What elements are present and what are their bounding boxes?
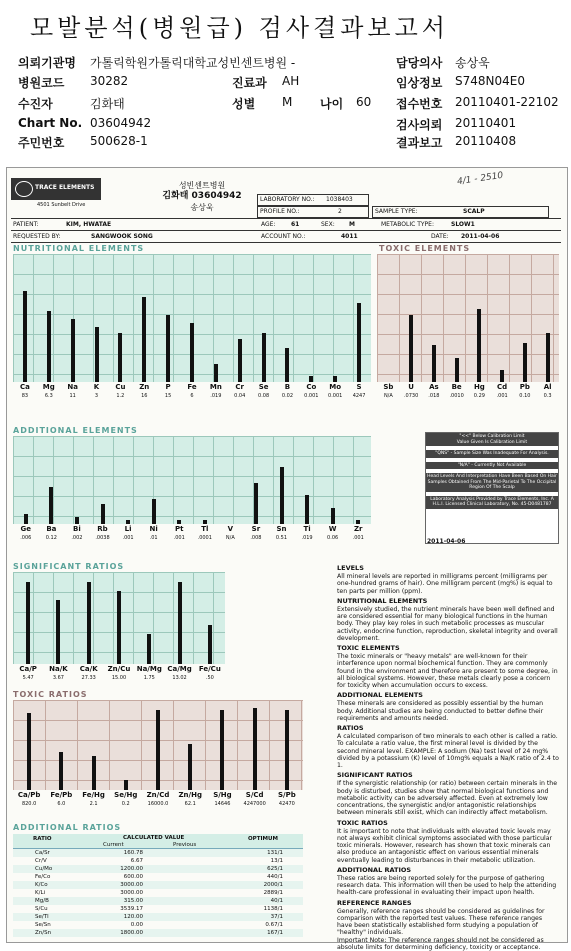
scanned-report: [6, 167, 568, 951]
toxic-ratio-bar: [27, 713, 31, 790]
nutritional-value: 3: [94, 393, 99, 399]
nutritional-value: 0.001: [328, 393, 343, 399]
nutritional-bar: [118, 333, 122, 382]
additional-bar: [24, 514, 28, 524]
toxic-value: 0.29: [473, 393, 485, 399]
additional-axis: [13, 525, 371, 545]
toxic-value: .0010: [449, 393, 464, 399]
significant-ratio-bar: [208, 625, 212, 664]
additional-value: .001: [122, 535, 134, 541]
significant-ratio-label: Na/Mg: [136, 665, 162, 673]
toxic-bar: [500, 370, 504, 382]
nutritional-label: Cu: [115, 383, 126, 391]
nutritional-label: Na: [67, 383, 78, 391]
additional-value: N/A: [225, 535, 235, 541]
lab-logo: TRACE ELEMENTS: [11, 178, 101, 200]
nutritional-label: P: [165, 383, 171, 391]
significant-ratio-value: 1.75: [143, 675, 155, 681]
resident-no-value: 500628-1: [90, 134, 148, 148]
table-row: [13, 929, 303, 937]
table-row: [13, 873, 303, 881]
age-value: 60: [356, 95, 372, 109]
doctor-value: 송상욱: [455, 56, 490, 70]
additional-ratios-title: ADDITIONAL RATIOS: [13, 823, 122, 832]
toxic-ratio-value: 820.0: [21, 801, 37, 807]
toxic-value: .001: [496, 393, 508, 399]
toxic-axis: [377, 383, 559, 403]
additional-value: .0001: [197, 535, 212, 541]
nutritional-value: .019: [210, 393, 222, 399]
globe-icon: [15, 181, 33, 197]
additional-bar: [254, 483, 258, 524]
additional-value: 0.06: [327, 535, 339, 541]
significant-ratio-bar: [117, 591, 121, 664]
toxic-bar: [477, 309, 481, 382]
chart-no-value: 03604942: [90, 116, 152, 130]
additional-value: 0.51: [275, 535, 288, 541]
toxic-bar: [546, 333, 550, 382]
significant-ratio-value: 5.47: [22, 675, 34, 681]
nutritional-label: Fe: [187, 383, 197, 391]
toxic-label: Sb: [383, 383, 394, 391]
age-label: 나이: [320, 97, 344, 111]
table-row: [13, 897, 303, 905]
ratio-value: 600.00: [123, 874, 143, 880]
additional-label: Tl: [201, 525, 209, 533]
additional-bar: [75, 517, 79, 524]
additional-value: .001: [352, 535, 364, 541]
ratio-optimum: 0.67/1: [265, 922, 283, 928]
explanation-text: Important Note: The reference ranges should not be considered as absolute limits for determining deficiency, toxicity or acceptance.: [337, 936, 544, 951]
additional-label: Ba: [46, 525, 57, 533]
significant-ratio-label: Fe/Cu: [198, 665, 221, 673]
toxic-value: 0.10: [519, 393, 531, 399]
table-row: [13, 865, 303, 873]
ratio-value: 160.78: [123, 850, 143, 856]
significant-ratio-value: .50: [205, 675, 214, 681]
additional-title: ADDITIONAL ELEMENTS: [13, 426, 138, 435]
ratio-name: Mg/B: [35, 898, 49, 904]
additional-value: .008: [250, 535, 262, 541]
nutritional-title: NUTRITIONAL ELEMENTS: [13, 244, 145, 253]
toxic-value: .018: [428, 393, 440, 399]
toxic-ratio-bar: [285, 710, 289, 790]
ratio-value: 1800.00: [120, 930, 143, 936]
table-row: [13, 905, 303, 913]
significant-ratio-value: 27.33: [81, 675, 96, 681]
nutritional-label: S: [356, 383, 362, 391]
ratio-value: 3000.00: [120, 890, 143, 896]
request-date-label: 검사의뢰: [396, 118, 443, 132]
toxic-ratio-label: S/Pb: [278, 791, 296, 799]
ratio-optimum: 625/1: [267, 866, 283, 872]
nutritional-value: 11: [69, 393, 76, 399]
ratio-name: K/Co: [35, 882, 48, 888]
nutritional-bar: [214, 364, 218, 382]
nutritional-value: 15: [164, 393, 172, 399]
nutritional-value: 4247: [352, 393, 366, 399]
additional-value: .006: [20, 535, 32, 541]
toxic-bar: [455, 358, 459, 382]
ratio-optimum: 37/1: [270, 914, 283, 920]
institution-label: 의뢰기관명: [18, 56, 76, 70]
lab-address: 4501 Sunbelt Drive: [37, 202, 86, 208]
ratio-optimum: 440/1: [267, 874, 283, 880]
additional-ratios-table: RATIO CALCULATED VALUE Current Previous OPTIMUM Ca/Sr 160.78 131/1 Cr/V 6.67 13/1 Cu/Mo 1200.00 625/1 Fe/Co 600.00 440/1 K/Co 3000.00 2000/1 K/Li 3000.00 2889/1 Mg/B 315.00 40/1 S/Cu 3539.17 1138/1 Se/Tl 120.00 37/1 Se/Sn 0.00 0.67/1 Zn/Sn 1800.00 167/1: [13, 834, 303, 938]
ratio-value: 0.00: [130, 922, 143, 928]
ratio-name: S/Cu: [35, 906, 48, 912]
ratio-value: 3539.17: [120, 906, 143, 912]
toxic-chart: [377, 254, 559, 382]
additional-bar: [177, 520, 181, 524]
explanations-panel: [337, 562, 559, 951]
explanation-heading: REFERENCE RANGES: [337, 898, 412, 907]
toxic-ratio-value: 42470: [278, 801, 295, 807]
ratio-name: Se/Sn: [35, 922, 51, 928]
lab-info-fields: LABORATORY NO.: 1038403 PROFILE NO.: 2 SAMPLE TYPE: SCALP: [257, 194, 557, 242]
nutritional-label: Ca: [19, 383, 30, 391]
nutritional-label: Co: [306, 383, 317, 391]
toxic-ratio-bar: [220, 710, 224, 790]
additional-label: Bi: [73, 525, 81, 533]
explanation-text: These minerals are considered as possibly essential by the human body. Additional studies are being conducted to better define their requirements and amounts needed.: [337, 700, 544, 722]
patient-row: PATIENT: KIM, HWATAE AGE: 61 SEX: M METABOLIC TYPE: SLOW1: [11, 218, 561, 231]
nutritional-label: Mn: [209, 383, 222, 391]
additional-label: Ti: [303, 525, 311, 533]
nutritional-value: 0.02: [281, 393, 294, 399]
significant-ratio-label: Ca/Mg: [167, 665, 192, 673]
ratio-name: Se/Tl: [35, 914, 49, 920]
ratio-optimum: 167/1: [267, 930, 283, 936]
nutritional-bar: [333, 376, 337, 382]
nutritional-label: Cr: [235, 383, 245, 391]
additional-label: Sr: [251, 525, 261, 533]
explanation-heading: ADDITIONAL ELEMENTS: [337, 691, 423, 700]
department-value: AH: [282, 74, 300, 88]
chart-no-label: Chart No.: [18, 116, 83, 130]
nutritional-label: Mo: [329, 383, 342, 391]
ratio-optimum: 2000/1: [263, 882, 283, 888]
nutritional-label: Se: [258, 383, 269, 391]
clinical-info-value: S748N04E0: [455, 74, 525, 88]
ratio-optimum: 13/1: [270, 858, 283, 864]
significant-ratio-bar: [56, 600, 60, 665]
institution-value: 가톨릭학원가톨릭대학교성빈센트병원 -: [90, 56, 296, 70]
toxic-ratio-label: S/Cd: [245, 791, 264, 799]
nutritional-value: 0.001: [304, 393, 319, 399]
toxic-ratio-value: 14646: [214, 801, 231, 807]
toxic-value: 0.3: [543, 393, 552, 399]
explanation-text: Generally, reference ranges should be considered as guidelines for comparison with the reported test values. These reference ranges have been statistically established form studying a population of "healthy" individuals.: [337, 907, 545, 937]
additional-label: V: [227, 525, 234, 533]
nutritional-label: Mg: [42, 383, 55, 391]
additional-bar: [203, 520, 207, 524]
nutritional-bar: [262, 333, 266, 382]
significant-title: SIGNIFICANT RATIOS: [13, 562, 125, 571]
explanation-heading: SIGNIFICANT RATIOS: [337, 771, 413, 780]
nutritional-value: 1.2: [116, 393, 125, 399]
additional-value: .019: [301, 535, 313, 541]
additional-label: Ge: [20, 525, 32, 533]
additional-value: .001: [173, 535, 185, 541]
toxic-ratio-label: Zn/Hg: [178, 791, 202, 799]
toxic-ratio-bar: [92, 756, 96, 790]
resident-no-label: 주민번호: [18, 136, 65, 150]
notes-date: 2011-04-06: [427, 538, 466, 545]
additional-bar: [356, 520, 360, 524]
significant-axis: [13, 665, 225, 685]
table-row: [13, 849, 303, 857]
additional-label: W: [328, 525, 337, 533]
nutritional-bar: [142, 297, 146, 382]
ratio-optimum: 2889/1: [263, 890, 283, 896]
significant-ratio-bar: [26, 582, 30, 664]
toxic-ratio-value: 0.2: [121, 801, 130, 807]
nutritional-bar: [71, 319, 75, 382]
hospital-code-value: 30282: [90, 74, 129, 88]
toxic-ratio-bar: [124, 780, 128, 790]
significant-ratio-label: Ca/P: [19, 665, 37, 673]
toxic-ratio-label: Fe/Hg: [82, 791, 105, 799]
nutritional-value: 0.08: [258, 393, 270, 399]
table-row: [13, 889, 303, 897]
toxic-label: Al: [543, 383, 552, 391]
handwritten-note: 4/1 - 2510: [456, 170, 504, 188]
patient-label: 수진자: [18, 97, 53, 111]
result-date-label: 결과보고: [396, 136, 443, 150]
additional-bar: [49, 487, 53, 524]
ratio-name: K/Li: [35, 890, 46, 896]
explanation-text: If the synergistic relationship (or ratio) between certain minerals in the body is disturbed, studies show that normal biological functions and metabolic activity can be adversely affected. Even at extremely low concentrations, the synergistic and/or antagonistic relationships between minerals still exist, which can indirectly affect metabolism.: [337, 780, 558, 817]
toxic-label: Pb: [519, 383, 530, 391]
explanation-text: Extensively studied, the nutrient minerals have been well defined and are considered essential for many biological functions in the human body. They play key roles in such metabolic processes as muscular activity, endocrine function, reproduction, skeletal integrity and overall development.: [337, 606, 558, 642]
explanation-heading: LEVELS: [337, 564, 364, 572]
significant-ratio-label: Na/K: [49, 665, 68, 673]
significant-ratio-label: Ca/K: [79, 665, 98, 673]
hospital-code-label: 병원코드: [18, 76, 65, 90]
toxic-ratio-label: S/Hg: [213, 791, 232, 799]
toxic-bar: [523, 343, 527, 382]
page-title: 모발분석(병원급) 검사결과보고서: [30, 14, 449, 42]
notes-box: "<<" Below Calibration Limit Value Given Is Calibration Limit "QNS" - Sample Size Was Inadequate For Analysis. "N/A" - Currently Not Available Head Levels And Interpretation Have Been Based On Hair Samples Obtained From The Mid-Parietal To The Occipital Region Of The Scalp Laboratory Analysis Provided by Trace Elements, Inc. A H.L.I. Licensed Clinical Laboratory, No. 45-D0481787: [425, 432, 559, 544]
toxic-ratios-chart: [13, 700, 303, 790]
additional-bar: [152, 499, 156, 524]
nutritional-value: 6.3: [44, 393, 53, 399]
additional-value: .0038: [95, 535, 110, 541]
significant-ratio-value: 13.02: [172, 675, 187, 681]
toxic-ratio-value: 16000.0: [147, 801, 169, 807]
additional-bar: [331, 508, 335, 524]
nutritional-bar: [47, 311, 51, 382]
ratio-name: Ca/Sr: [35, 850, 50, 856]
nutritional-label: K: [93, 383, 100, 391]
significant-ratio-label: Zn/Cu: [107, 665, 131, 673]
toxic-ratio-bar: [59, 752, 63, 790]
additional-bar: [126, 520, 130, 524]
toxic-bar: [432, 345, 436, 382]
toxic-ratio-value: 2.1: [89, 801, 98, 807]
toxic-title: TOXIC ELEMENTS: [379, 244, 471, 253]
toxic-label: Be: [451, 383, 462, 391]
nutritional-label: Zn: [139, 383, 150, 391]
toxic-ratios-title: TOXIC RATIOS: [13, 690, 88, 699]
ratio-name: Fe/Co: [35, 874, 51, 880]
nutritional-axis: [13, 383, 371, 403]
nutritional-value: 16: [141, 393, 148, 399]
toxic-ratio-label: Fe/Pb: [50, 791, 73, 799]
additional-label: Sn: [276, 525, 287, 533]
nutritional-bar: [285, 348, 289, 382]
ratio-optimum: 40/1: [270, 898, 283, 904]
nutritional-bar: [309, 376, 313, 382]
toxic-ratio-value: 62.1: [184, 801, 196, 807]
significant-ratio-bar: [147, 634, 151, 664]
explanation-heading: TOXIC ELEMENTS: [337, 644, 400, 653]
significant-ratio-bar: [87, 582, 91, 664]
explanation-heading: ADDITIONAL RATIOS: [337, 865, 412, 874]
additional-label: Rb: [97, 525, 108, 533]
toxic-ratio-bar: [253, 708, 257, 790]
additional-label: Ni: [149, 525, 158, 533]
sex-label: 성별: [232, 97, 256, 111]
toxic-value: N/A: [383, 393, 393, 399]
toxic-bar: [409, 315, 413, 382]
ratio-value: 120.00: [123, 914, 143, 920]
nutritional-bar: [190, 323, 194, 382]
explanation-text: These ratios are being reported solely for the purpose of gathering research data. This information will then be used to help the attending health-care professional in evaluating their impact upon health.: [337, 874, 557, 897]
nutritional-value: 83: [21, 393, 29, 399]
explanation-text: A calculated comparison of two minerals to each other is called a ratio. To calculate a ratio value, the first mineral level is divided by the second mineral level. EXAMPLE: A sodium (Na) test level of 24 mg% divided by a potassium (K) level of 10mg% equals a Na/K ratio of 2.4 to 1.: [337, 733, 559, 770]
additional-bar: [280, 467, 284, 524]
additional-value: .01: [149, 535, 158, 541]
explanation-heading: RATIOS: [337, 724, 364, 733]
toxic-ratio-label: Ca/Pb: [17, 791, 41, 799]
toxic-label: As: [429, 383, 439, 391]
result-date-value: 20110408: [455, 134, 517, 148]
toxic-label: Cd: [497, 383, 508, 391]
toxic-ratio-bar: [188, 744, 192, 790]
additional-label: Pt: [174, 525, 184, 533]
nutritional-bar: [166, 315, 170, 382]
toxic-value: .0730: [403, 393, 419, 399]
toxic-label: Hg: [473, 383, 485, 391]
department-label: 진료과: [232, 76, 267, 90]
ratio-name: Cr/V: [35, 858, 47, 864]
explanation-text: It is important to note that individuals with elevated toxic levels may not always exhibit clinical symptoms associated with those particular toxic minerals. However, research has shown that toxic minerals can also produce an antagonistic effect on various essential minerals eventually leading to disturbances in their metabolic utilization.: [337, 827, 553, 864]
significant-ratio-value: 3.67: [52, 675, 64, 681]
nutritional-bar: [23, 291, 27, 383]
ratio-value: 315.00: [123, 898, 143, 904]
nutritional-chart: [13, 254, 371, 382]
additional-label: Li: [124, 525, 132, 533]
significant-chart: [13, 572, 225, 664]
significant-ratio-bar: [178, 582, 182, 664]
patient-value: 김화태: [90, 97, 125, 111]
nutritional-bar: [238, 339, 242, 382]
additional-chart: [13, 436, 371, 524]
ratio-value: 3000.00: [120, 882, 143, 888]
toxic-ratios-axis: [13, 791, 303, 811]
toxic-ratio-label: Zn/Cd: [146, 791, 170, 799]
nutritional-label: B: [284, 383, 291, 391]
receipt-no-value: 20110401-22102: [455, 95, 559, 109]
toxic-ratio-value: 4247000: [243, 801, 266, 807]
additional-value: .002: [71, 535, 83, 541]
explanation-text: The toxic minerals or "heavy metals" are well-known for their interference upon normal biochemical function. They are commonly found in the environment and therefore are present to some degree, in all biological systems. However, these metals clearly pose a concern for toxicity when accumulation occurs to excess.: [337, 653, 558, 690]
request-date-value: 20110401: [455, 116, 517, 130]
additional-bar: [305, 495, 309, 524]
nutritional-bar: [95, 327, 99, 382]
nutritional-value: 6: [190, 393, 194, 399]
ratio-optimum: 131/1: [267, 850, 283, 856]
table-row: [13, 881, 303, 889]
toxic-label: U: [408, 383, 414, 391]
ratio-value: 1200.00: [120, 866, 143, 872]
explanation-text: All mineral levels are reported in milligrams percent (milligrams per one-hundred grams of hair). One milligram percent (mg%) is equal to ten parts per million (ppm).: [337, 573, 553, 595]
clinical-info-label: 임상정보: [396, 76, 443, 90]
significant-ratio-value: 15.00: [111, 675, 127, 681]
explanation-heading: NUTRITIONAL ELEMENTS: [337, 596, 428, 605]
table-row: [13, 913, 303, 921]
ratio-optimum: 1138/1: [263, 906, 283, 912]
toxic-ratio-bar: [156, 710, 160, 790]
table-row: [13, 921, 303, 929]
ratio-name: Zn/Sn: [35, 930, 52, 936]
receipt-no-label: 접수번호: [396, 97, 443, 111]
explanation-heading: TOXIC RATIOS: [337, 818, 388, 827]
additional-value: 0.12: [45, 535, 57, 541]
ratio-value: 6.67: [130, 858, 143, 864]
doctor-label: 담당의사: [396, 56, 443, 70]
nutritional-value: 0.04: [234, 393, 246, 399]
nutritional-bar: [357, 303, 361, 382]
additional-label: Zr: [353, 525, 363, 533]
toxic-ratio-label: Se/Hg: [114, 791, 138, 799]
ratio-name: Cu/Mo: [35, 866, 53, 872]
requested-row: REQUESTED BY: SANGWOOK SONG ACCOUNT NO.: 4011 DATE: 2011-04-06: [11, 231, 561, 243]
table-row: [13, 857, 303, 865]
additional-bar: [101, 504, 105, 525]
toxic-ratio-value: 6.0: [57, 801, 66, 807]
patient-stamp: 성빈센트병원 김화태 03604942 송상욱: [162, 181, 242, 212]
sex-value: M: [282, 95, 293, 109]
